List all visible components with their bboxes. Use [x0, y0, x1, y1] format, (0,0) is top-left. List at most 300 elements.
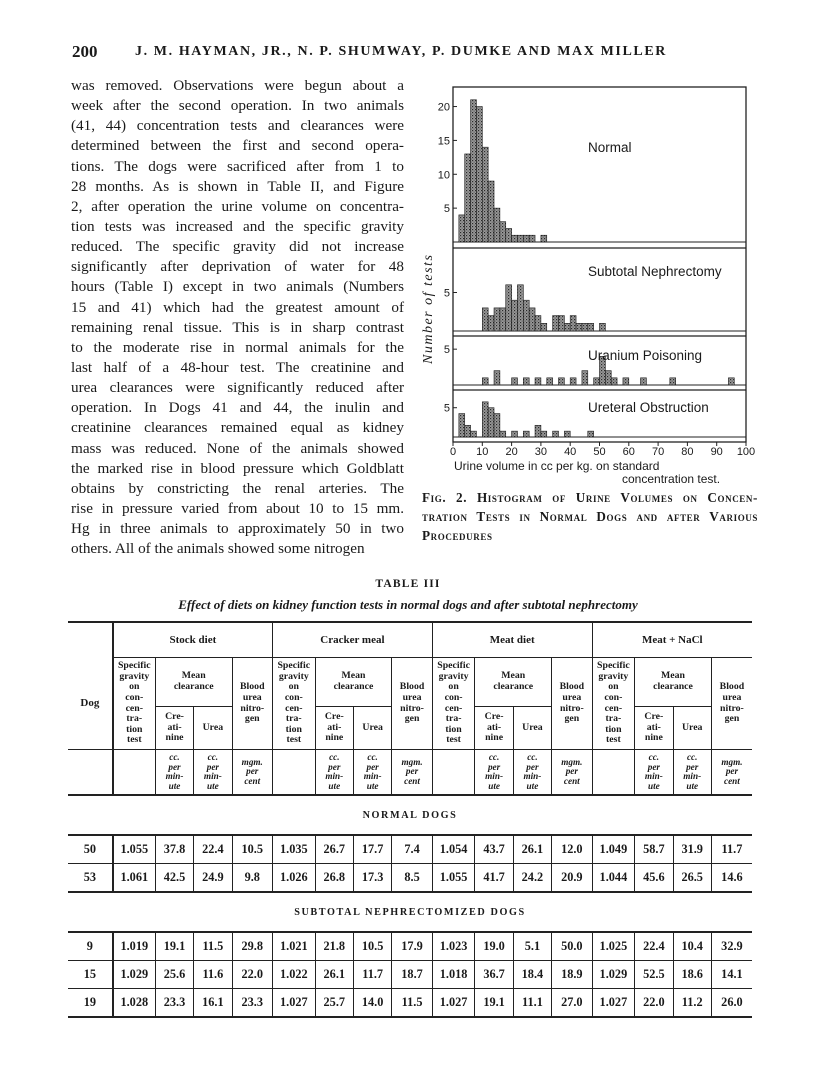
- histogram-panel: [438, 100, 746, 242]
- histogram-panel: [444, 336, 746, 385]
- mean-clearance-header: [635, 658, 712, 707]
- table-cell: 1.026: [273, 864, 316, 893]
- cell-line: clearance: [493, 681, 534, 692]
- table-cell: 26.7: [315, 835, 353, 864]
- cell-line: Cre-: [165, 711, 184, 723]
- histogram-bar: [500, 222, 506, 242]
- table-cell: 12.0: [552, 835, 592, 864]
- cell-line: min-: [485, 771, 504, 781]
- body-text-line: remaining renal tissue. This is in sharp contrast: [71, 318, 404, 336]
- table-header-row: [68, 622, 752, 658]
- table-cell: 25.7: [315, 989, 353, 1018]
- cell-line: con-: [125, 691, 144, 703]
- figure-caption-line: Fig. 2. Histogram of Urine Volumes on Concen-: [422, 490, 758, 505]
- units-clearance: [194, 750, 232, 796]
- cell-line: per: [526, 761, 539, 772]
- histogram-bar: [576, 323, 582, 331]
- histogram-bar: [558, 316, 564, 331]
- x-tick-label: 10: [476, 446, 489, 458]
- table-cell: 8.5: [392, 864, 432, 893]
- histogram-bar: [523, 431, 529, 437]
- table-cell: 1.028: [113, 989, 156, 1018]
- table-row: [68, 864, 752, 893]
- table-cell: 1.027: [273, 989, 316, 1018]
- table-cell: 1.021: [273, 932, 316, 961]
- table-cell: 17.9: [392, 932, 432, 961]
- units-spacer: [592, 750, 635, 796]
- table-cell: 27.0: [552, 989, 592, 1018]
- histogram-bar: [459, 215, 465, 242]
- units-clearance: [635, 750, 673, 796]
- histogram-bar: [594, 378, 600, 385]
- table-cell: 26.1: [513, 835, 551, 864]
- histogram-panel: [444, 390, 746, 437]
- table-units-row: [68, 750, 752, 796]
- table-cell: 18.4: [513, 961, 551, 989]
- cell-line: min-: [683, 771, 702, 781]
- x-tick-label: 30: [534, 446, 548, 458]
- table-cell: 1.055: [113, 835, 156, 864]
- body-text-line: operation. In Dogs 41 and 44, the inulin and: [71, 399, 404, 417]
- histogram-bar: [553, 431, 559, 437]
- histogram-bar: [482, 147, 488, 242]
- table-cell: 11.1: [513, 989, 551, 1018]
- cell-line: Blood: [240, 681, 265, 693]
- histogram-bar: [541, 431, 547, 437]
- cell-line: urea: [402, 691, 422, 703]
- histogram-bar: [623, 378, 629, 385]
- table-cell: 50.0: [552, 932, 592, 961]
- cell-line: nine: [325, 732, 344, 744]
- cell-line: cc.: [488, 752, 500, 762]
- table-cell: 11.2: [673, 989, 711, 1018]
- histogram-bar: [611, 378, 617, 385]
- histogram-bar: [541, 235, 547, 242]
- cell-line: tion: [285, 723, 302, 735]
- diet-group-header: Meat diet: [432, 622, 592, 658]
- table-cell: 17.7: [353, 835, 391, 864]
- y-tick-label: 15: [437, 135, 450, 148]
- body-text-line: was removed. Observations were begun about a: [71, 77, 404, 94]
- cell-line: ute: [328, 780, 341, 791]
- cell-line: Specific: [117, 660, 151, 672]
- cell-line: Specific: [277, 660, 311, 672]
- cell-line: ute: [686, 780, 699, 791]
- table-cell: 26.1: [315, 961, 353, 989]
- cell-line: Specific: [597, 660, 630, 672]
- cell-line: test: [126, 734, 142, 746]
- cell-line: cc.: [686, 752, 698, 762]
- body-text-line: tions. The dogs were sacrificed after from 1 to: [71, 157, 404, 175]
- y-tick-label: 20: [437, 101, 450, 114]
- cell-line: gravity: [438, 670, 469, 682]
- table-cell: 19.1: [475, 989, 513, 1018]
- cell-line: on: [608, 681, 619, 693]
- table-cell: 45.6: [635, 864, 673, 893]
- cell-line: gen: [404, 713, 420, 725]
- table-cell: 11.6: [194, 961, 232, 989]
- histogram-bar: [465, 154, 471, 242]
- cell-line: gen: [724, 713, 740, 725]
- table-row: [68, 835, 752, 864]
- panel-label: Normal: [588, 140, 632, 155]
- table-cell: 10.5: [353, 932, 391, 961]
- table-cell: 32.9: [711, 932, 752, 961]
- histogram-bar: [553, 316, 559, 331]
- table-cell: 52.5: [635, 961, 673, 989]
- table-cell: 9.8: [232, 864, 272, 893]
- cell-line: per: [686, 761, 699, 772]
- histogram-bar: [465, 425, 471, 437]
- cell-line: per: [647, 761, 660, 772]
- table-cell: 11.7: [353, 961, 391, 989]
- table-cell: 37.8: [155, 835, 193, 864]
- body-text-line: determined between the first and second opera-: [71, 137, 404, 155]
- cell-line: per: [328, 761, 341, 772]
- histogram-bar: [517, 235, 523, 242]
- cell-line: per: [487, 761, 501, 772]
- cell-line: nitro-: [720, 702, 744, 714]
- body-text-line: rise in pressure varied from about 10 to 15 mm.: [71, 499, 404, 517]
- urea-header: Urea: [194, 707, 232, 750]
- cell-line: cc.: [527, 752, 538, 762]
- table-cell: 1.027: [432, 989, 475, 1018]
- cell-line: tion: [126, 723, 143, 735]
- body-text-line: Hg in three animals to approximately 50 in two: [71, 520, 404, 538]
- histogram-bar: [570, 378, 576, 385]
- histogram-bar: [523, 378, 529, 385]
- histogram-bar: [471, 431, 477, 437]
- histogram-bar: [517, 285, 523, 331]
- cell-line: on: [448, 681, 459, 693]
- table-cell: 23.3: [232, 989, 272, 1018]
- body-text-line: urea clearances were significantly reduced after: [71, 379, 404, 397]
- cell-line: cen-: [444, 702, 463, 714]
- cell-line: nitro-: [559, 702, 584, 714]
- histogram-y-axis-label: Number of tests: [421, 253, 436, 364]
- cell-line: ute: [206, 780, 219, 791]
- cell-line: Cre-: [644, 711, 664, 723]
- panel-label: Ureteral Obstruction: [588, 400, 709, 415]
- histogram-figure: [418, 82, 763, 492]
- cell-line: test: [446, 734, 461, 746]
- table-cell: 5.1: [513, 932, 551, 961]
- table-cell: 16.1: [194, 989, 232, 1018]
- histogram-bar: [605, 371, 611, 385]
- units-clearance: [155, 750, 193, 796]
- table-cell: 26.5: [673, 864, 711, 893]
- table-cell: 1.029: [592, 961, 635, 989]
- cell-line: Cre-: [484, 711, 504, 723]
- table-cell: 31.9: [673, 835, 711, 864]
- figure-caption: [422, 488, 758, 545]
- table-subheader-row: [68, 658, 752, 707]
- histogram-bar: [482, 402, 488, 437]
- histogram-bar: [670, 378, 676, 385]
- body-text-line: to the moderate rise in normal animals for the: [71, 338, 404, 356]
- cell-line: min-: [203, 771, 222, 781]
- histogram-bar: [512, 300, 518, 331]
- table-cell: 22.4: [194, 835, 232, 864]
- cell-line: cc.: [169, 752, 180, 762]
- table-cell: 36.7: [475, 961, 513, 989]
- x-tick-label: 0: [449, 446, 457, 458]
- body-text-line: mass was reduced. None of the animals showed: [71, 439, 404, 457]
- table-section-row: [68, 892, 752, 932]
- table-cell: 18.6: [673, 961, 711, 989]
- cell-line: ati-: [167, 721, 182, 733]
- table-cell: 1.049: [592, 835, 635, 864]
- panel-label: Subtotal Nephrectomy: [588, 264, 722, 279]
- histogram-bar: [488, 408, 494, 437]
- table-cell: 1.023: [432, 932, 475, 961]
- histogram-panel: [444, 248, 746, 331]
- cell-line: per: [246, 766, 259, 777]
- y-tick-label: 5: [443, 344, 450, 357]
- cell-line: clearance: [333, 681, 374, 692]
- cell-line: tra-: [285, 713, 302, 725]
- body-text-line: reduced. The specific gravity did not increase: [71, 238, 404, 256]
- histogram-bar: [523, 300, 529, 331]
- histogram-bar: [512, 378, 518, 385]
- body-text-line: 15 and 41) which had the greatest amount of: [71, 298, 404, 316]
- body-text-line: hours (Table I) except in two animals (Numbers: [71, 278, 404, 296]
- histogram-bar: [588, 323, 594, 331]
- cell-line: per: [366, 761, 379, 772]
- cell-line: per: [405, 766, 419, 777]
- cell-line: cent: [404, 775, 420, 786]
- y-tick-label: 10: [437, 169, 450, 182]
- cell-line: mgm.: [721, 756, 743, 767]
- dog-number: 15: [68, 961, 113, 989]
- cell-line: con-: [604, 691, 623, 703]
- creatinine-header: [315, 707, 353, 750]
- histogram-bar: [535, 316, 541, 331]
- figure-caption-line: Procedures: [422, 528, 493, 543]
- y-tick-label: 5: [443, 287, 450, 300]
- histogram-bar: [512, 235, 518, 242]
- table-cell: 18.9: [552, 961, 592, 989]
- cell-line: tion: [445, 723, 462, 735]
- blood-urea-nitrogen-header: [232, 658, 272, 750]
- creatinine-header: [475, 707, 513, 750]
- cell-line: Mean: [661, 670, 685, 682]
- cell-line: cen-: [285, 702, 303, 714]
- x-tick-label: 40: [564, 446, 577, 458]
- table-cell: 1.061: [113, 864, 156, 893]
- table-cell: 1.025: [592, 932, 635, 961]
- table-cell: 17.3: [353, 864, 391, 893]
- mean-clearance-header: [475, 658, 552, 707]
- table-cell: 25.6: [155, 961, 193, 989]
- units-spacer: [273, 750, 316, 796]
- table-cell: 22.0: [635, 989, 673, 1018]
- cell-line: con-: [284, 691, 303, 703]
- histogram-x-axis-label: Urine volume in cc per kg. on standard concentration test.: [454, 459, 721, 486]
- cell-line: min-: [523, 771, 542, 781]
- body-text-line: (41, 44) concentration tests and clearances were: [71, 117, 404, 135]
- units-clearance: [513, 750, 551, 796]
- body-text-line: obtains by constricting the renal arteries. The: [71, 479, 404, 497]
- histogram-bar: [547, 378, 553, 385]
- diet-group-header: Cracker meal: [273, 622, 433, 658]
- cell-line: tra-: [126, 713, 143, 725]
- units-spacer: [432, 750, 475, 796]
- histogram-bar: [506, 285, 512, 331]
- page-number: 200: [72, 42, 98, 61]
- table-cell: 1.044: [592, 864, 635, 893]
- cell-line: cc.: [329, 752, 340, 762]
- cell-line: per: [168, 761, 181, 772]
- cell-line: cent: [244, 775, 261, 786]
- table-cell: 1.055: [432, 864, 475, 893]
- table-cell: 42.5: [155, 864, 193, 893]
- table-cell: 29.8: [232, 932, 272, 961]
- x-tick-label: 50: [593, 446, 606, 458]
- cell-line: ute: [526, 780, 539, 791]
- table-cell: 14.1: [711, 961, 752, 989]
- table-cell: 10.5: [232, 835, 272, 864]
- cell-line: min-: [325, 771, 344, 781]
- cell-line: Specific: [437, 660, 470, 672]
- cell-line: ati-: [487, 721, 502, 733]
- cell-line: urea: [242, 691, 262, 703]
- histogram-bar: [564, 323, 570, 331]
- table-cell: 7.4: [392, 835, 432, 864]
- cell-line: cent: [724, 775, 740, 786]
- table-cell: 24.9: [194, 864, 232, 893]
- cell-line: cen-: [125, 702, 143, 714]
- histogram-bar: [641, 378, 647, 385]
- table-cell: 1.019: [113, 932, 156, 961]
- table-cell: 19.0: [475, 932, 513, 961]
- units-spacer: [68, 750, 113, 796]
- cell-line: clearance: [653, 681, 693, 692]
- cell-line: cen-: [604, 702, 623, 714]
- table-cell: 1.035: [273, 835, 316, 864]
- cell-line: min-: [644, 771, 663, 781]
- table-cell: 21.8: [315, 932, 353, 961]
- blood-urea-nitrogen-header: [552, 658, 592, 750]
- cell-line: urea: [562, 691, 582, 703]
- diet-group-header: Meat + NaCl: [592, 622, 752, 658]
- units-clearance: [475, 750, 513, 796]
- cell-line: test: [286, 734, 302, 746]
- x-tick-label: 80: [681, 446, 694, 458]
- blood-urea-nitrogen-header: [392, 658, 432, 750]
- cell-line: gravity: [278, 670, 309, 682]
- figure-caption-line: tration Tests in Normal Dogs and after Various: [422, 509, 758, 524]
- x-tick-label: 70: [651, 446, 665, 458]
- x-tick-label: 100: [736, 446, 756, 458]
- cell-line: on: [129, 681, 140, 693]
- mean-clearance-header: [315, 658, 392, 707]
- histogram-bar: [588, 431, 594, 437]
- dog-header: [68, 622, 113, 658]
- table-label: TABLE III: [375, 578, 441, 590]
- histogram-bar: [482, 308, 488, 331]
- table-cell: 22.0: [232, 961, 272, 989]
- cell-line: Mean: [341, 670, 366, 682]
- table-cell: 1.018: [432, 961, 475, 989]
- cell-line: nine: [644, 732, 663, 744]
- histogram-bar: [529, 235, 535, 242]
- units-bun: [232, 750, 272, 796]
- y-tick-label: 5: [443, 402, 450, 415]
- dog-header-spacer: Dog: [80, 697, 100, 710]
- histogram-bar: [535, 378, 541, 385]
- table-cell: 1.022: [273, 961, 316, 989]
- table-row: [68, 932, 752, 961]
- table-cell: 14.6: [711, 864, 752, 893]
- x-tick-label: 90: [710, 446, 723, 458]
- cell-line: test: [606, 734, 621, 746]
- cell-line: gen: [244, 713, 260, 725]
- table-cell: 20.9: [552, 864, 592, 893]
- histogram-bar: [506, 228, 512, 242]
- histogram-bar: [459, 414, 465, 437]
- cell-line: cc.: [367, 752, 378, 762]
- cell-line: on: [288, 681, 299, 693]
- units-clearance: [315, 750, 353, 796]
- histogram-bar: [582, 371, 588, 385]
- body-text-column: [71, 76, 404, 559]
- cell-line: gravity: [598, 670, 629, 682]
- units-clearance: [673, 750, 711, 796]
- urea-header: Urea: [513, 707, 551, 750]
- histogram-bar: [558, 378, 564, 385]
- histogram-bar: [600, 323, 606, 331]
- units-bun: [552, 750, 592, 796]
- cell-line: nine: [485, 732, 504, 744]
- dog-number: 19: [68, 989, 113, 1018]
- cell-line: cc.: [207, 752, 219, 762]
- cell-line: ute: [488, 780, 500, 791]
- body-text-line: tion tests was increased and the specific gravity: [71, 217, 404, 235]
- cell-line: Mean: [181, 670, 206, 682]
- histogram-bar: [535, 425, 541, 437]
- table-cell: 22.4: [635, 932, 673, 961]
- histogram-bar: [488, 181, 494, 242]
- mean-clearance-header: [155, 658, 232, 707]
- cell-line: tion: [605, 723, 622, 735]
- urea-header: Urea: [353, 707, 391, 750]
- table-cell: 11.7: [711, 835, 752, 864]
- body-text-line: week after the second operation. In two animals: [71, 97, 404, 115]
- cell-line: mgm.: [401, 756, 423, 767]
- body-text-line: the marked rise in blood pressure which Goldblatt: [71, 459, 404, 477]
- creatinine-header: [155, 707, 193, 750]
- cell-line: min-: [165, 771, 184, 781]
- table-cell: 58.7: [635, 835, 673, 864]
- body-text-line: 2, after operation the urine volume on concentra-: [71, 197, 404, 215]
- table-section-row: [68, 795, 752, 835]
- cell-line: ute: [168, 780, 181, 791]
- units-clearance: [353, 750, 391, 796]
- dog-number: 50: [68, 835, 113, 864]
- histogram-bar: [488, 316, 494, 331]
- cell-line: nine: [165, 732, 184, 744]
- body-text-line: 28 months. As is shown in Table II, and Figure: [71, 177, 404, 195]
- dog-number: 53: [68, 864, 113, 893]
- table-cell: 24.2: [513, 864, 551, 893]
- histogram-bar: [494, 308, 500, 331]
- cell-line: per: [565, 766, 578, 777]
- table-cell: 11.5: [392, 989, 432, 1018]
- table-cell: 23.3: [155, 989, 193, 1018]
- histogram-bar: [728, 378, 734, 385]
- histogram-bar: [476, 107, 482, 242]
